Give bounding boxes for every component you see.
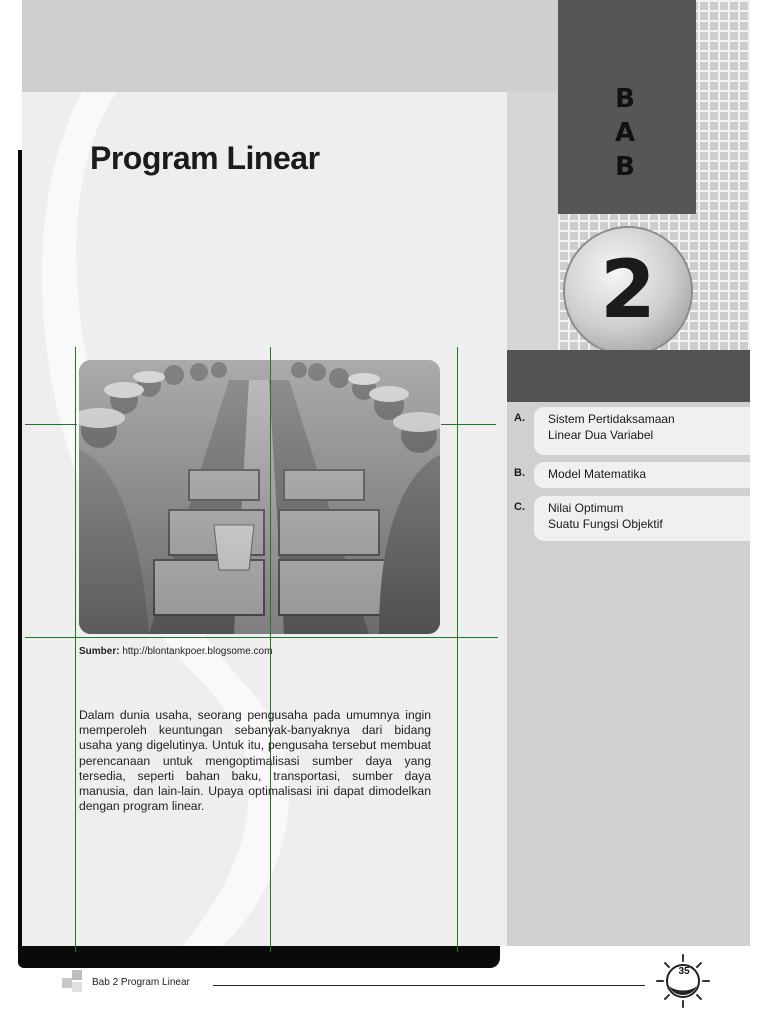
guide-line xyxy=(441,424,496,425)
toc-letter: B. xyxy=(514,467,525,479)
top-band xyxy=(22,0,558,92)
bab-letter: B xyxy=(615,84,635,114)
toc-item-c[interactable] xyxy=(507,493,750,541)
chapter-number-badge xyxy=(563,226,693,356)
page-number-badge-icon xyxy=(654,952,712,1010)
photo-source xyxy=(79,646,272,657)
toc-header xyxy=(507,350,750,402)
toc-letter: C. xyxy=(514,501,525,513)
page-title: Program Linear xyxy=(90,140,320,176)
workers-photo-illustration xyxy=(79,360,440,634)
chapter-photo xyxy=(79,360,440,634)
toc-line: Model Matematika xyxy=(548,467,647,481)
toc-item-a[interactable] xyxy=(507,404,750,458)
source-label: Sumber: xyxy=(79,646,120,657)
toc-label xyxy=(534,496,750,541)
guide-line xyxy=(25,424,77,425)
bab-letter: B xyxy=(615,152,635,182)
toc-line: Suatu Fungsi Objektif xyxy=(548,516,663,531)
guide-line xyxy=(457,347,458,952)
bab-letter: A xyxy=(614,118,636,148)
chapter-number: 2 xyxy=(600,242,656,336)
toc-label xyxy=(534,462,750,488)
side-strip xyxy=(507,92,558,350)
toc-line: Nilai Optimum xyxy=(548,501,624,515)
footer-squares-icon xyxy=(62,970,86,994)
source-url: http://blontankpoer.blogsome.com xyxy=(122,646,273,657)
page-number: 35 xyxy=(678,966,690,977)
toc-letter: A. xyxy=(514,412,525,424)
toc-label xyxy=(534,407,750,455)
guide-line xyxy=(75,347,76,952)
toc-line: Linear Dua Variabel xyxy=(548,427,654,442)
toc-item-b[interactable] xyxy=(507,459,750,489)
toc-line: Sistem Pertidaksamaan xyxy=(548,412,675,426)
guide-line xyxy=(25,637,498,638)
footer-rule xyxy=(213,985,645,986)
bab-label xyxy=(610,82,640,184)
panel-bottom-bar xyxy=(18,946,500,968)
footer-chapter-label: Bab 2 Program Linear xyxy=(92,977,190,988)
intro-paragraph: Dalam dunia usaha, seorang pengusaha pada umumnya ingin memperoleh keuntungan sebanyak-banyaknya dari bidang usaha yang digelutinya. Untuk itu, pengusaha tersebut membuat perencanaan untuk mengoptimalisasi sumber daya yang tersedia, seperti bahan baku, transportasi, sumber daya manusia, dan lain-lain. Upaya optimalisasi ini dapat dimodelkan dengan program linear. xyxy=(79,708,431,814)
